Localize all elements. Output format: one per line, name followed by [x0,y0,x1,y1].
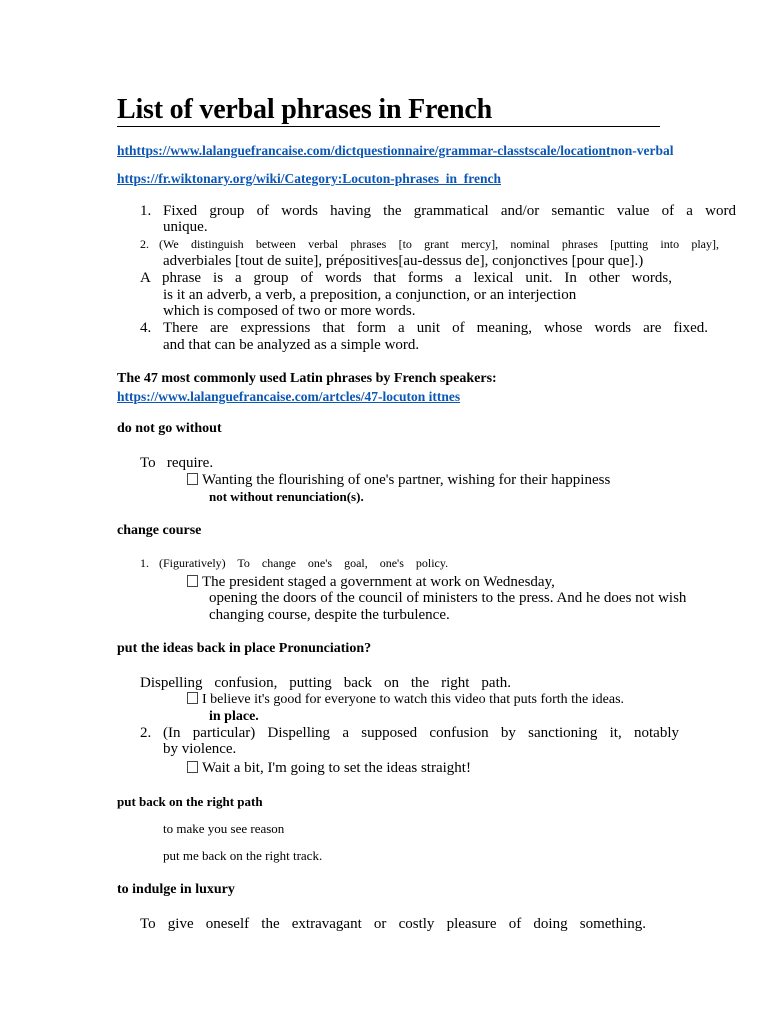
phrase-heading-to-indulge-in-luxury: to indulge in luxury [117,882,235,897]
example-text: I believe it's good for everyone to watch this video that puts forth the ideas. [202,692,625,707]
intro-item-4-line-1: There are expressions that form a unit of meaning, whose words are fixed. [163,320,708,336]
source-link-line-1 [117,142,673,160]
phrase-heading-put-back-on-the-right-path: put back on the right path [117,794,263,809]
example-continuation: opening the doors of the council of ministers to the press. And he does not wish [209,590,687,606]
example-line [187,472,610,489]
page-title: List of verbal phrases in French [117,94,492,125]
definition: To give oneself the extravagant or costly pleasure of doing something. [140,916,646,932]
checkbox-icon [187,473,198,485]
definition: (In particular) Dispelling a supposed confusion by sanctioning it, notably [163,725,679,741]
source-link-line-3 [117,388,488,406]
source-link-1[interactable]: hthttps://www.lalanguefrancaise.com/dictquestionnaire/grammar-classtscale/locationt [117,143,611,158]
example-continuation: not without renunciation(s). [209,489,364,504]
definition: To require. [140,455,214,471]
definition-number: 2. [140,725,152,741]
intro-item-1-line-1: Fixed group of words having the grammatical and/or semantic value of a word [163,203,736,219]
intro-item-1-number: 1. [140,203,152,219]
phrase-heading-do-not-go-without: do not go without [117,421,222,436]
meaning-line: put me back on the right track. [163,848,323,863]
intro-item-3-line-2: is it an adverb, a verb, a preposition, a conjunction, or an interjection [163,287,577,303]
phrase-heading-change-course: change course [117,523,202,538]
source-link-1-trail: non-verbal [610,143,674,158]
intro-item-2-number: 2. [140,237,149,251]
example-line [187,692,624,708]
checkbox-icon [187,575,198,587]
intro-item-4-number: 4. [140,320,152,336]
definition-number: 1. [140,556,149,570]
intro-item-3-line-3: which is composed of two or more words. [163,303,416,319]
example-line [187,574,555,591]
phrase-heading-put-the-ideas-back: put the ideas back in place Pronunciation? [117,641,372,656]
intro-item-2-line-2: adverbiales [tout de suite], prépositives[au-dessus de], conjonctives [pour que].) [163,253,644,269]
checkbox-icon [187,692,198,704]
example-text: Wanting the flourishing of one's partner, wishing for their happiness [202,472,611,488]
meaning-line: to make you see reason [163,821,285,836]
example-text: The president staged a government at work on Wednesday, [202,574,555,590]
source-link-line-2 [117,170,619,188]
definition-continuation: by violence. [163,741,237,757]
intro-item-4-line-2: and that can be analyzed as a simple word. [163,337,420,353]
definition: (Figuratively) To change one's goal, one's policy. [159,556,449,570]
intro-item-3-line-1: A phrase is a group of words that forms a lexical unit. In other words, [140,270,672,286]
source-link-2[interactable]: https://fr.wiktonary.org/wiki/Category:Locuton-phrases_in_french [117,171,502,186]
example-line [187,760,471,777]
example-continuation: in place. [209,709,259,724]
definition: Dispelling confusion, putting back on the right path. [140,675,511,691]
source-link-3[interactable]: https://www.lalanguefrancaise.com/artcles/47-locuton ittnes [117,389,461,404]
intro-item-1-line-2: unique. [163,219,208,235]
checkbox-icon [187,761,198,773]
intro-item-2-line-1: (We distinguish between verbal phrases [to grant mercy], nominal phrases [putting into play], [159,237,719,251]
example-text: Wait a bit, I'm going to set the ideas straight! [202,760,471,776]
example-continuation: changing course, despite the turbulence. [209,607,450,623]
title-underline [117,126,660,127]
latin-phrases-heading: The 47 most commonly used Latin phrases by French speakers: [117,371,497,386]
